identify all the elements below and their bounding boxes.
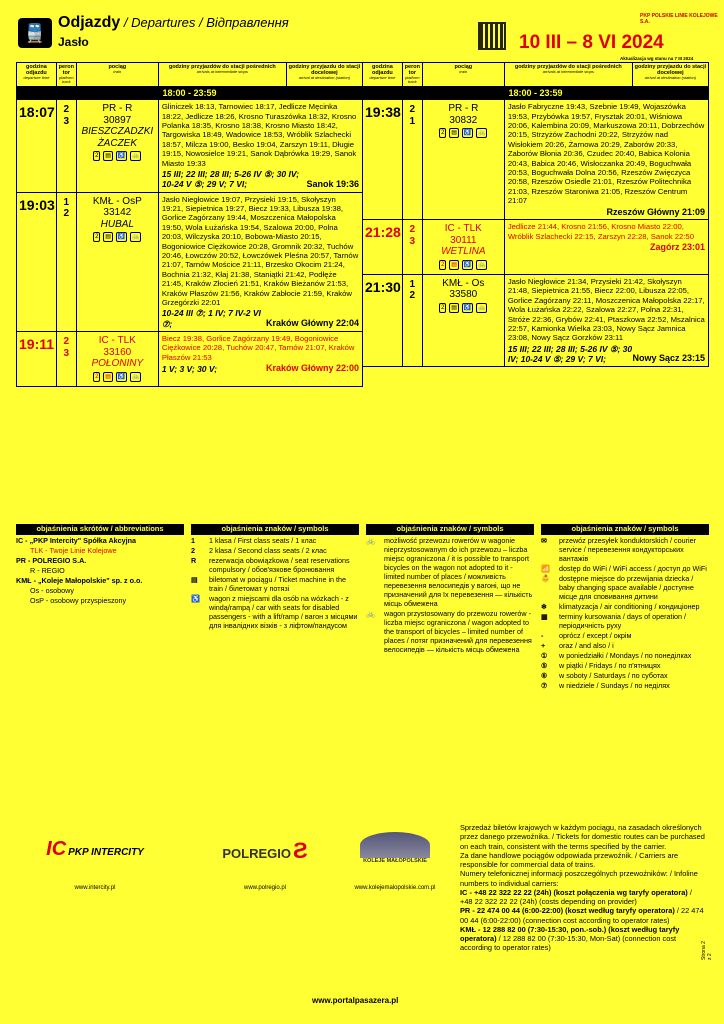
train-name: POŁONINY (91, 358, 144, 370)
symbol-item: 📶 dostęp do WiFi / WiFi access / доступ до WiFi (541, 563, 707, 573)
bicycle-icon: 🚲 (131, 234, 140, 241)
symbol-item: + oraz / and also / і (541, 640, 614, 650)
intermediate-stops: Jedlicze 21:44, Krosno 21:56, Krosno Miasto 22:00, Wróblik Szlachecki 22:15, Zarszyn 22:28, Sanok 22:50 (507, 222, 694, 241)
class-2-icon: 2 (95, 234, 99, 241)
intermediate-stops: Gliniczek 18:13, Tarnowiec 18:17, Jedlicze Męcinka 18:22, Jedlicze 18:26, Krosno Turaszówka 18:32, Krosno Polanka 18:35, Krosno 18:38, Krosno Miasto 18:42, Targowiska 18:49, Wadowice 18:53, Wróblik Szlachecki 18:57, Milcza 19:00, Besko 19:04, Zarszyn 19:11, Długie 19:15, Nowosielce 19:21, Sanok Dąbrówka 19:29, Sanok Miasto 19:33 (161, 102, 357, 168)
train-category: KMŁ - OsP (92, 195, 142, 207)
platform-track: 2 3 (56, 100, 76, 192)
legend-title: objaśnienia skrótów / abbreviations (16, 524, 184, 535)
intermediate-stops: Biecz 19:38, Gorlice Zagórzany 19:49, Bogoniowice Ciężkowice 20:28, Tuchów 20:47, Tarnów 21:07, Kraków Płaszów 21:53 (161, 334, 355, 362)
station-name: Jasło (58, 35, 89, 49)
train-number: 30832 (449, 114, 478, 126)
train-number: 30111 (450, 234, 477, 246)
symbol-icon: ① (541, 650, 548, 660)
symbol-item: ▤ biletomat w pociągu / Ticket machine in the train / білетомат у потязі (191, 574, 347, 593)
legend-title: objaśnienia znaków / symbols (541, 524, 709, 535)
operating-days: 15 III; 22 III; 28 III; 5-26 IV ⑤; 30 IV; 10-24 V ⑤; 29 V; 7 VI; (161, 168, 300, 190)
intermediate-stops: Jasło Fabryczne 19:43, Szebnie 19:49, Wojaszówka 19:53, Przybówka 19:57, Frysztak 20:01, Wiśniowa 20:06, Kalembina 20:09, Markuszowa 20:11, Dobrzechów 20:15, Strzyżów Zachodni 20:22, Strzyżów nad Wisłokiem 20:26, Żarnowa 20:29, Zaborów 20:33, Zaborów Błonia 20:36, Czudec 20:40, Babica Kolonia 20:43, Babica 20:46, Wisłoczanka 20:49, Boguchwała 20:53, Boguchwała Dolna 20:56, Rzeszów Zwięczyca 20:58, Rzeszów Osiedle 21:01, Rzeszów Politechnika 21:03, Rzeszów Staroniwa 21:05, Rzeszów Centrum 21:07 (507, 102, 705, 206)
departure-row[interactable] (363, 220, 709, 275)
train-category: PR - R (102, 103, 133, 115)
departure-time: 19:03 (17, 192, 57, 331)
departure-time: 21:28 (363, 220, 403, 275)
train-category: KMŁ - Os (442, 277, 485, 289)
destination-arrival: Kraków Główny 22:00 (265, 363, 359, 374)
ticket-machine-icon: ▤ (105, 153, 111, 160)
intermediate-stops: Jasło Niegłowice 21:34, Przysieki 21:42, Skołyszyn 21:48, Siepietnica 21:55, Biecz 22:00, Libusza 22:05, Gorlice Zagórzany 22:11, Moszczenica Małopolska 22:17, Wola Łużańska 22:22, Szalowa 22:27, Polna 22:31, Stróże 22:36, Grybów 22:41, Ptaszkowa 22:52, Mszalnica 22:57, Kamionka Wielka 23:03, Nowy Sącz Jamnica 23:08, Nowy Sącz Gorzków 23:11 (507, 276, 705, 343)
km-mark-icon (360, 832, 430, 858)
abbr-item: TLK - Twoje Linie Kolejowe (30, 545, 117, 555)
symbol-item: 👶 dostępne miejsce do przewijania dziecka / baby changing space available / доступне місце для сповивання дитини (541, 573, 694, 601)
polregio-mark-icon: Ƨ (292, 838, 308, 863)
destination-arrival: Sanok 19:36 (306, 178, 359, 189)
class-2-icon: 2 (95, 373, 99, 380)
platform-track: 1 2 (402, 274, 422, 366)
symbol-icon: ⑤ (541, 660, 548, 670)
class-2-icon: 2 (441, 130, 445, 137)
destination-arrival: Nowy Sącz 23:15 (632, 353, 705, 364)
abbr-item: IC - „PKP Intercity" Spółka Akcyjna (16, 535, 137, 545)
symbol-icon: ❄ (541, 601, 548, 611)
departure-time: 19:38 (363, 100, 403, 220)
legend-abbreviations (16, 524, 184, 605)
time-band: 18:00 - 23:59 (17, 86, 363, 99)
train-info (422, 220, 504, 275)
page-title: Odjazdy / Departures / Відправлення (58, 14, 289, 31)
wheelchair-icon: ♿ (117, 373, 126, 380)
departure-row[interactable] (363, 100, 709, 220)
departures-table-left (16, 62, 363, 387)
symbol-icon: ⑦ (541, 680, 548, 690)
symbol-icon: 🚲 (366, 535, 375, 545)
departure-time: 19:11 (17, 332, 57, 387)
symbol-icon: 1 (191, 535, 195, 545)
departure-time: 18:07 (17, 100, 57, 192)
symbol-icon: ▤ (191, 574, 198, 584)
abbr-item: PR - POLREGIO S.A. (16, 555, 87, 565)
wheelchair-icon: ♿ (117, 234, 126, 241)
col-platform: peron tor platform track (56, 63, 76, 87)
intermediate-stops: Jasło Niegłowice 19:07, Przysieki 19:15, Skołyszyn 19:21, Siepietnica 19:27, Biecz 19:33, Libusza 19:38, Gorlice Zagórzany 19:44, Moszczenica Małopolska 19:50, Wola Łużańska 19:54, Szalowa 20:00, Polna 20:03, Wilczyska 20:10, Bobowa-Miasto 20:15, Bogoniowice Ciężkowice 20:28, Gromnik 20:32, Tuchów 20:46, Łowczów 20:52, Łowczówek Pleśna 20:57, Tarnów 21:07, Tarnów Mościce 21:11, Brzesko Okocim 21:24, Bochnia 21:32, Kłaj 21:38, Staniątki 21:42, Podłęże 21:45, Kraków Złocień 21:51, Kraków Bieżanów 21:53, Kraków Płaszów 21:56, Kraków Zabłocie 21:59, Kraków Grzegórzki 22:01 (161, 194, 359, 307)
abbr-item: R - REGIO (30, 565, 65, 575)
train-symbols (425, 258, 502, 271)
train-category: IC - TLK (98, 335, 136, 347)
symbol-icon: ✉ (541, 535, 548, 545)
symbol-item: ⑦ w niedziele / Sundays / по неділях (541, 680, 670, 690)
symbol-item: ❄ klimatyzacja / air conditioning / кондиціонер (541, 601, 700, 611)
km-logo: KOLEJE MAŁOPOLSKIE (340, 832, 450, 864)
abbr-item: OsP - osobowy przyspieszony (30, 595, 127, 605)
time-band: 18:00 - 23:59 (363, 86, 709, 99)
bicycle-icon: 🚲 (131, 153, 140, 160)
symbol-icon: ▦ (541, 611, 548, 621)
ticket-machine-icon: ▤ (451, 130, 457, 137)
legend-title: objaśnienia znaków / symbols (191, 524, 359, 535)
ticket-machine-icon: ▤ (105, 234, 111, 241)
train-name: BIESZCZADZKI ŻACZEK (81, 126, 154, 149)
col-train: pociąg train (422, 63, 504, 87)
page-number: Strona 2 z 2 (701, 941, 713, 960)
platform-track: 2 1 (402, 100, 422, 220)
symbol-item: ⑤ w piątki / Fridays / по п'ятницях (541, 660, 661, 670)
symbol-item: ✉ przewóz przesyłek konduktorskich / courier service / перевезення кондукторських вантажів (541, 535, 697, 563)
abbr-item: KMŁ - „Koleje Małopolskie" sp. z o.o. (16, 575, 143, 585)
wheelchair-icon: ♿ (463, 261, 472, 268)
portal-link[interactable]: www.portalpasazera.pl (312, 996, 399, 1005)
train-info (76, 332, 158, 387)
symbol-item: ⑥ w soboty / Saturdays / по суботах (541, 670, 668, 680)
symbol-item: 2 2 klasa / Second class seats / 2 клас (191, 545, 327, 555)
ticket-machine-icon: ▤ (451, 304, 457, 311)
symbol-item: ♿ wagon z miejscami dla osób na wózkach - z windą/rampą / car with seats for disabled passengers - with a lift/ramp / вагон з місцями для інвалідних візків - з ліфтом/пандусом (191, 593, 358, 630)
stops-and-destination (158, 192, 362, 331)
wheelchair-icon: ♿ (463, 130, 472, 137)
symbol-item: 1 1 klasa / First class seats / 1 клас (191, 535, 317, 545)
legend-symbols-1 (191, 524, 359, 630)
bicycle-icon: 🚲 (477, 304, 486, 311)
symbol-icon: 🚲 (366, 608, 375, 618)
intercity-logo: IC PKP INTERCITY (46, 838, 144, 860)
train-symbols (425, 301, 502, 314)
symbol-icon: R (191, 555, 197, 565)
abbr-item: Os - osobowy (30, 585, 74, 595)
col-dest: godziny przyjazdu do stacji docelowej arrival at destination (station) (286, 63, 362, 87)
train-info (422, 100, 504, 220)
stops-and-destination (504, 274, 708, 366)
symbol-item: ① w poniedziałki / Mondays / по понеділках (541, 650, 692, 660)
symbol-item: 🚲 możliwość przewozu rowerów w wagonie nieprzystosowanym do ich przewozu – liczba miejsc ograniczona / it is possible to transport bicycles on the wagon not adopted to it - limited number of places / можливість перевезення велосипедів у вагоні, що не призначений для їх перевезення — кількість місць обмежена (366, 535, 533, 608)
stops-and-destination (158, 332, 362, 387)
info-panel: Sprzedaż biletów krajowych w każdym pociągu, na zasadach określonych przez danego przewoźnika. / Tickets for domestic routes can be purchased on each train, consistent with the terms specified by the carrier. Za dane handlowe pociągów odpowiada przewoźnik. / Carriers are responsible for commercial data of trains. Numery telefonicznej informacji poszczególnych przewoźników: / Infoline numbers to individual carriers: IC - +48 22 322 22 22 (24h) (koszt połączenia wg taryfy operatora) / +48 22 322 22 22 (24h) (costs depending on provider) PR - 22 474 00 44 (6:00-22:00) (koszt według taryfy operatora) / 22 474 00 44 (6:00-22:00) (connection cost according to operator rates) KMŁ - 12 288 82 00 (7:30-15:30, pon.-sob.) (koszt według taryfy operatora) / 12 288 82 00 (7:30-15:30, Mon-Sat) (connection cost according to operator rates) (460, 823, 705, 953)
km-url[interactable]: www.kolejemalopolskie.com.pl (354, 885, 436, 891)
symbol-icon: ♿ (191, 593, 200, 603)
legend-symbols-2 (366, 524, 534, 654)
legend-symbols-3 (541, 524, 709, 690)
bicycle-icon: 🚲 (477, 130, 486, 137)
symbol-icon: 👶 (541, 573, 550, 583)
symbol-icon: + (541, 640, 546, 650)
departures-table-right (362, 62, 709, 367)
train-number: 33580 (449, 289, 478, 301)
train-symbols (79, 149, 156, 162)
class-2-icon: 2 (95, 153, 99, 160)
train-info (76, 100, 158, 192)
train-name: WETLINA (441, 246, 486, 258)
stops-and-destination (504, 100, 708, 220)
train-info (422, 274, 504, 366)
wheelchair-icon: ♿ (117, 153, 126, 160)
ticket-machine-icon: ▤ (451, 261, 457, 268)
departure-time: 21:30 (363, 274, 403, 366)
ticket-machine-icon: ▤ (105, 373, 111, 380)
train-info (76, 192, 158, 331)
platform-track: 2 3 (56, 332, 76, 387)
destination-arrival: Zagórz 23:01 (649, 242, 705, 253)
col-dest: godziny przyjazdu do stacji docelowej arrival at destination (station) (632, 63, 708, 87)
train-icon: 🚆 (18, 18, 52, 48)
symbol-item: ▦ terminy kursowania / days of operation / періодичність руху (541, 611, 687, 630)
train-number: 33142 (103, 207, 132, 219)
col-platform: peron tor platform track (402, 63, 422, 87)
col-via: godziny przyjazdów do stacji pośrednich arrivals at intermediate stops (504, 63, 632, 87)
bicycle-icon: 🚲 (477, 261, 486, 268)
symbol-item: - oprócz / except / окрім (541, 630, 632, 640)
col-via: godziny przyjazdów do stacji pośrednich arrivals at intermediate stops (158, 63, 286, 87)
platform-track: 1 2 (56, 192, 76, 331)
symbol-icon: 2 (191, 545, 195, 555)
train-symbols (425, 126, 502, 139)
operating-days: 10-24 III ⑦; 1 IV; 7 IV-2 VI ⑦; (161, 308, 261, 329)
symbol-icon: ⑥ (541, 670, 548, 680)
polregio-logo: POLREGIO Ƨ (222, 838, 308, 863)
col-time: godzina odjazdu departure time (363, 63, 403, 87)
plk-brand: PKP POLSKIE LINIE KOLEJOWE S.A. (640, 13, 718, 25)
train-name: HUBAL (100, 218, 134, 230)
operating-days: 15 III; 22 III; 28 III; 5-26 IV ⑤; 30 IV; 10-24 V ⑤; 29 V; 7 VI; (507, 343, 633, 365)
departure-row[interactable] (17, 100, 363, 192)
destination-arrival: Kraków Główny 22:04 (265, 318, 359, 329)
train-number: 33160 (103, 346, 132, 358)
train-symbols (79, 230, 156, 243)
col-train: pociąg train (76, 63, 158, 87)
update-note: Aktualizacja wg stanu na 7 III 2024 (620, 56, 694, 61)
ic-url[interactable]: www.intercity.pl (74, 885, 116, 891)
legend-title: objaśnienia znaków / symbols (366, 524, 534, 535)
symbol-icon: 📶 (541, 563, 550, 573)
ic-mark-icon: IC (46, 838, 67, 860)
stops-and-destination (504, 220, 708, 275)
pr-url[interactable]: www.polregio.pl (243, 885, 287, 891)
symbol-item: 🚲 wagon przystosowany do przewozu rowerów - liczba miejsc ograniczona / wagon adopted to the transport of bicycles – limited number of places / потяг призначений для перевезення велосипедів — кількість місць обмежена (366, 608, 532, 654)
departure-row[interactable] (17, 192, 363, 331)
stops-and-destination (158, 100, 362, 192)
bicycle-icon: 🚲 (131, 373, 140, 380)
class-2-icon: 2 (441, 261, 445, 268)
destination-arrival: Rzeszów Główny 21:09 (606, 206, 705, 217)
train-category: PR - R (448, 103, 479, 115)
train-number: 30897 (103, 114, 132, 126)
departure-row[interactable] (17, 332, 363, 387)
qr-code-icon[interactable] (478, 22, 506, 50)
symbol-item: R rezerwacja obowiązkowa / seat reservations compulsory / обов'язкове бронювання (191, 555, 350, 574)
wheelchair-icon: ♿ (463, 304, 472, 311)
operating-days: 1 V; 3 V; 30 V; (161, 363, 218, 374)
platform-track: 2 3 (402, 220, 422, 275)
class-2-icon: 2 (441, 304, 445, 311)
symbol-icon: - (541, 630, 544, 640)
col-time: godzina odjazdu departure time (17, 63, 57, 87)
train-category: IC - TLK (444, 223, 482, 235)
train-symbols (79, 370, 156, 383)
departure-row[interactable] (363, 274, 709, 366)
validity-period: 10 III – 8 VI 2024 (519, 32, 664, 53)
